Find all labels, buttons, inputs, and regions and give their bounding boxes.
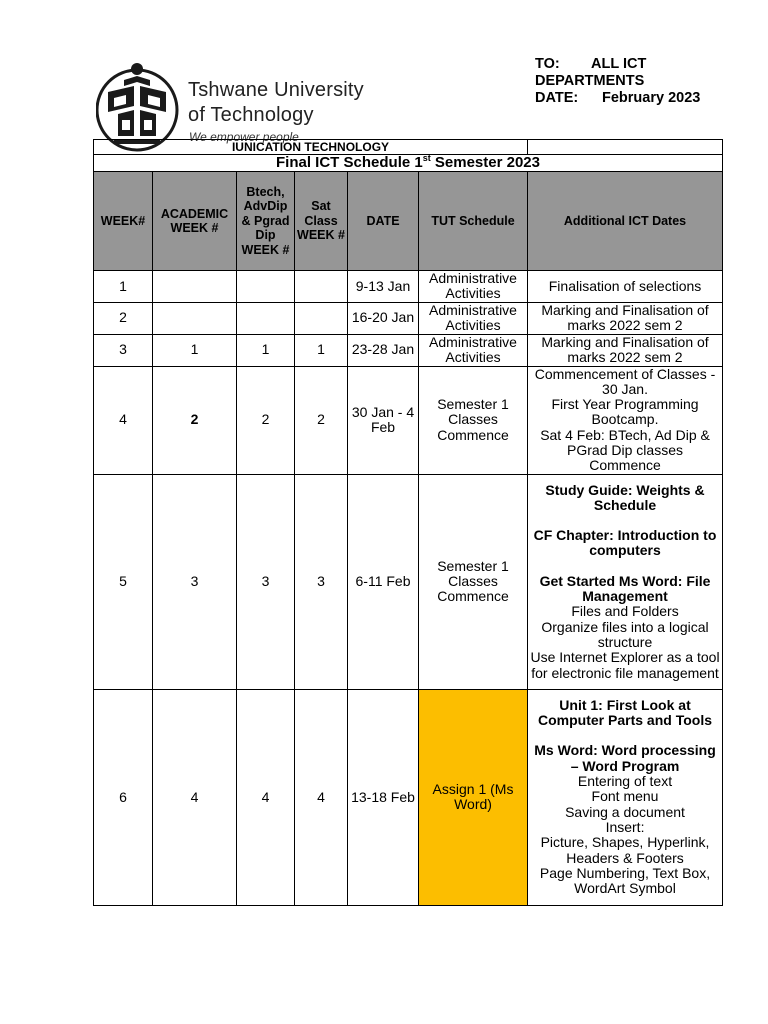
additional-line: Files and Folders xyxy=(571,603,679,620)
university-name-line1: Tshwane University xyxy=(188,79,364,101)
additional-cell xyxy=(528,474,723,689)
col-btech-week: Btech, AdvDip & Pgrad Dip WEEK # xyxy=(237,172,295,271)
btech-cell: 3 xyxy=(237,474,295,689)
additional-cell xyxy=(528,689,723,905)
title-sup: st xyxy=(422,154,431,163)
table-row xyxy=(94,474,723,689)
additional-cell xyxy=(528,366,723,474)
additional-cell: Marking and Finalisation of marks 2022 sem 2 xyxy=(528,302,723,334)
sat-cell xyxy=(295,302,348,334)
additional-heading: Ms Word: Word processing – Word Program xyxy=(534,742,716,774)
btech-cell xyxy=(237,302,295,334)
academic-cell: 4 xyxy=(153,689,237,905)
sat-cell: 1 xyxy=(295,334,348,366)
btech-cell: 1 xyxy=(237,334,295,366)
schedule-title xyxy=(94,155,723,172)
date-cell: 30 Jan - 4 Feb xyxy=(348,366,419,474)
academic-cell: 3 xyxy=(153,474,237,689)
additional-line: Page Numbering, Text Box, WordArt Symbol xyxy=(539,864,711,897)
col-additional-dates: Additional ICT Dates xyxy=(528,172,723,271)
additional-line: Entering of text xyxy=(577,773,673,790)
table-row xyxy=(94,366,723,474)
additional-heading: Unit 1: First Look at Computer Parts and Tools xyxy=(538,696,712,729)
week-cell: 1 xyxy=(94,271,153,303)
btech-cell: 4 xyxy=(237,689,295,905)
header-row xyxy=(94,172,723,271)
department-row xyxy=(94,140,723,155)
col-sat-week: Sat Class WEEK # xyxy=(295,172,348,271)
academic-cell: 2 xyxy=(153,366,237,474)
date-value: February 2023 xyxy=(602,90,701,106)
sat-cell: 3 xyxy=(295,474,348,689)
additional-line: Picture, Shapes, Hyperlink, Headers & Footers xyxy=(540,834,710,866)
additional-cell: Marking and Finalisation of marks 2022 sem 2 xyxy=(528,334,723,366)
tut-cell: Administrative Activities xyxy=(419,302,528,334)
additional-heading: Study Guide: Weights & Schedule xyxy=(545,481,705,513)
department-label: IUNICATION TECHNOLOGY xyxy=(94,140,528,155)
table-row xyxy=(94,271,723,303)
sat-cell: 4 xyxy=(295,689,348,905)
memo-block xyxy=(535,56,700,107)
additional-heading: CF Chapter: Introduction to computers xyxy=(533,527,717,559)
tut-cell: Administrative Activities xyxy=(419,271,528,303)
title-row xyxy=(94,155,723,172)
date-cell: 13-18 Feb xyxy=(348,689,419,905)
additional-line: Commencement of Classes - 30 Jan. xyxy=(534,366,716,397)
additional-line: Use Internet Explorer as a tool for electronic file management xyxy=(530,649,720,681)
week-cell: 3 xyxy=(94,334,153,366)
sat-cell xyxy=(295,271,348,303)
title-main: Final ICT Schedule 1 xyxy=(276,154,423,171)
btech-cell xyxy=(237,271,295,303)
table-row xyxy=(94,334,723,366)
additional-cell: Finalisation of selections xyxy=(528,271,723,303)
title-tail: Semester 2023 xyxy=(430,154,540,171)
tut-cell: Semester 1 Classes Commence xyxy=(419,366,528,474)
col-week: WEEK# xyxy=(94,172,153,271)
col-academic-week: ACADEMIC WEEK # xyxy=(153,172,237,271)
schedule-table xyxy=(93,139,723,906)
week-cell: 4 xyxy=(94,366,153,474)
table-row xyxy=(94,689,723,905)
week-cell: 2 xyxy=(94,302,153,334)
btech-cell: 2 xyxy=(237,366,295,474)
date-cell: 16-20 Jan xyxy=(348,302,419,334)
to-value-2: DEPARTMENTS xyxy=(535,73,645,89)
week-cell: 6 xyxy=(94,689,153,905)
table-row xyxy=(94,302,723,334)
additional-line: Font menu xyxy=(591,788,659,805)
date-cell: 6-11 Feb xyxy=(348,474,419,689)
additional-line: Insert: xyxy=(605,818,645,835)
additional-line: Organize files into a logical structure xyxy=(541,618,709,650)
tut-cell-assignment: Assign 1 (Ms Word) xyxy=(419,689,528,905)
university-name xyxy=(188,78,364,128)
department-blank-cell xyxy=(528,140,723,155)
date-cell: 23-28 Jan xyxy=(348,334,419,366)
additional-line: Sat 4 Feb: BTech, Ad Dip & PGrad Dip classes Commence xyxy=(540,426,710,474)
additional-heading: Get Started Ms Word: File Management xyxy=(539,572,711,605)
tagline: We empower people xyxy=(189,130,299,144)
date-cell: 9-13 Jan xyxy=(348,271,419,303)
date-label: DATE: xyxy=(535,90,579,106)
col-date: DATE xyxy=(348,172,419,271)
academic-cell xyxy=(153,302,237,334)
additional-line: First Year Programming Bootcamp. xyxy=(551,396,699,428)
tut-cell: Administrative Activities xyxy=(419,334,528,366)
col-tut-schedule: TUT Schedule xyxy=(419,172,528,271)
academic-cell: 1 xyxy=(153,334,237,366)
to-value: ALL ICT xyxy=(591,56,647,72)
sat-cell: 2 xyxy=(295,366,348,474)
university-name-line2: of Technology xyxy=(188,104,314,126)
additional-line: Saving a document xyxy=(565,803,685,820)
academic-cell xyxy=(153,271,237,303)
tut-cell: Semester 1 Classes Commence xyxy=(419,474,528,689)
week-cell: 5 xyxy=(94,474,153,689)
to-label: TO: xyxy=(535,56,560,72)
